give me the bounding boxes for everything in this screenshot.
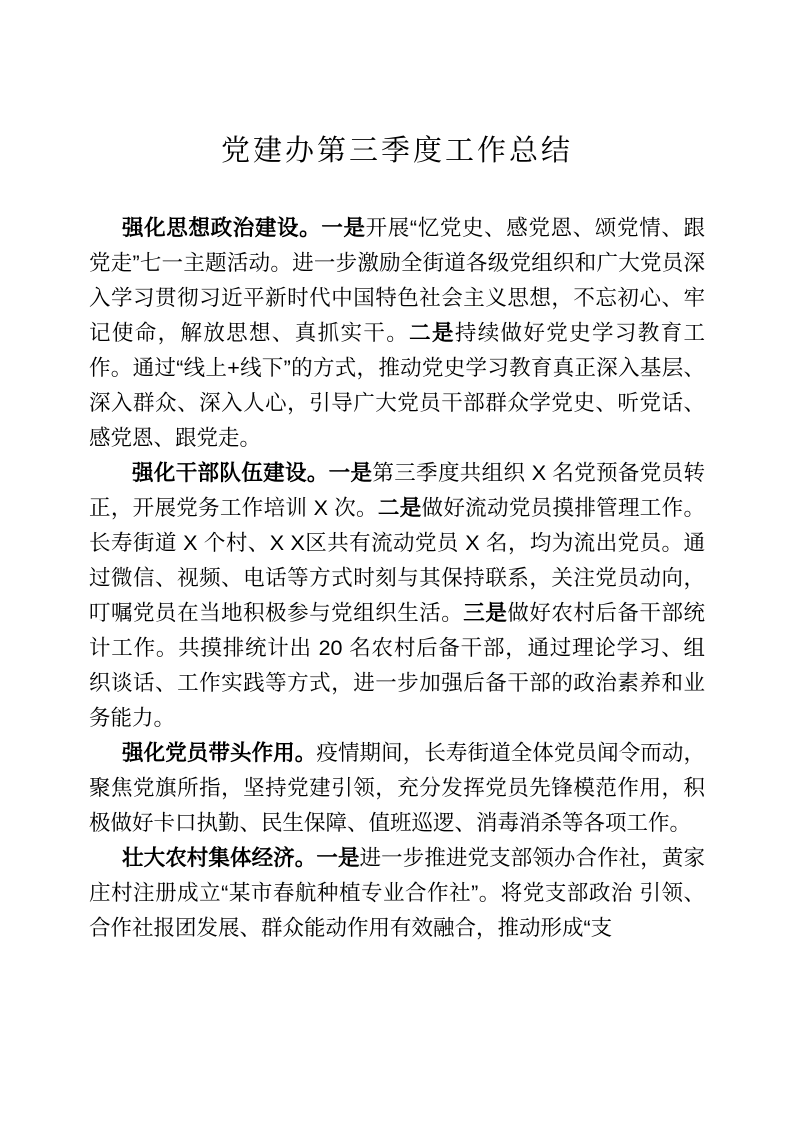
bold-run: 强化党员带头作用。 xyxy=(122,741,317,765)
paragraph-strengthen-member-lead-role xyxy=(89,736,705,841)
text-run: 做好流动党员摸排管理工作。长寿街道 X 个村、X X区共有流动党员 X 名，均为流出党员。通过微信、视频、电话等方式时刻与其保持联系，关注党员动向，叮嘱党员在当地积极参与党组织生活。 xyxy=(89,496,705,625)
paragraph-grow-rural-collective-economy xyxy=(89,841,705,946)
text-run: 第三季度共组织 X 名党预备党员转正，开展党务工作培训 X 次。 xyxy=(89,461,705,520)
text-run: 疫情期间，长寿街道全体党员闻令而动，聚焦党旗所指，坚持党建引领，充分发挥党员先锋模范作用，积极做好卡口执勤、民生保障、值班巡逻、消毒消杀等各项工作。 xyxy=(89,741,705,835)
bold-run: 壮大农村集体经济。一是 xyxy=(122,846,360,870)
text-run: 持续做好党史学习教育工作。通过“线上+线下”的方式，推动党史学习教育真正深入基层、深入群众、深入人心，引导广大党员干部群众学党史、听党话、感党恩、跟党走。 xyxy=(89,321,705,450)
text-run: 进一步推进党支部领办合作社，黄家庄村注册成立“某市春航种植专业合作社”。将党支部政治 引领、合作社报团发展、群众能动作用有效融合，推动形成“支 xyxy=(89,846,705,940)
document-title: 党建办第三季度工作总结 xyxy=(220,135,573,167)
bold-run: 强化干部队伍建设。一是 xyxy=(132,461,373,485)
document-body xyxy=(89,211,705,946)
paragraph-strengthen-ideological-political xyxy=(89,211,705,456)
text-run: 做好农村后备干部统计工作。共摸排统计出 20 名农村后备干部，通过理论学习、组织谈话、工作实践等方式，进一步加强后备干部的政治素养和业务能力。 xyxy=(89,601,705,730)
bold-run: 二是 xyxy=(377,496,422,520)
text-run: 开展“忆党史、感党恩、颂党情、跟党走”七一主题活动。进一步激励全街道各级党组织和广大党员深入学习贯彻习近平新时代中国特色社会主义思想，不忘初心、牢记使命，解放思想、真抓实干。 xyxy=(89,216,705,345)
bold-run: 三是 xyxy=(463,601,508,625)
bold-run: 二是 xyxy=(409,321,455,345)
paragraph-strengthen-cadre-team xyxy=(89,456,705,736)
bold-run: 强化思想政治建设。一是 xyxy=(122,216,366,240)
